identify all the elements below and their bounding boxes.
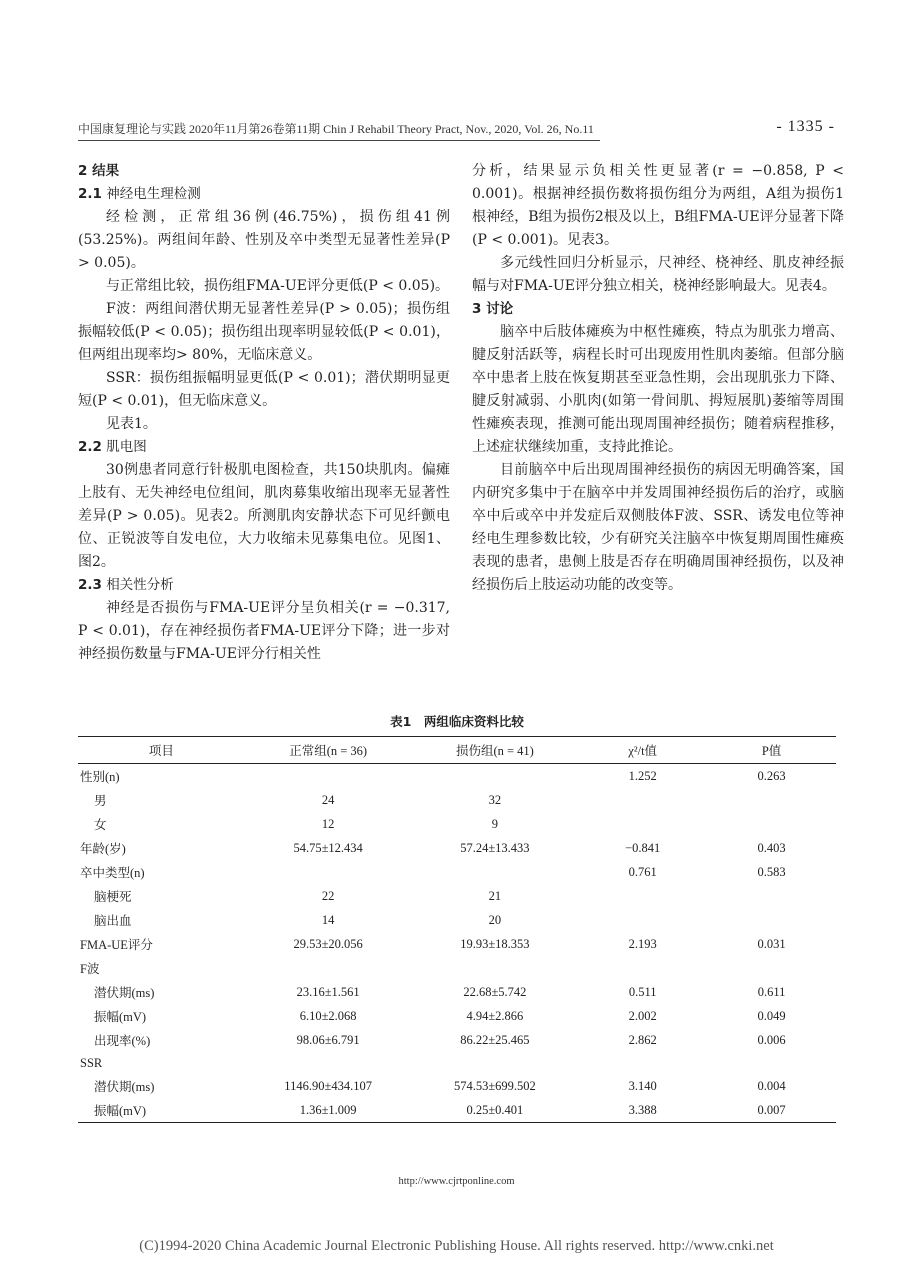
table-cell: 2.002 xyxy=(628,1008,657,1023)
table-cell xyxy=(707,908,836,932)
table-body xyxy=(78,764,836,1123)
table-cell: 21 xyxy=(488,888,502,903)
table-row xyxy=(78,884,836,908)
table-cell xyxy=(707,884,836,908)
table-cell: 0.583 xyxy=(757,864,786,879)
table-cell xyxy=(707,1052,836,1074)
table-cell: 20 xyxy=(488,912,502,927)
table-cell: 0.511 xyxy=(628,984,657,999)
table-cell: 0.007 xyxy=(707,1098,836,1123)
table-cell: −0.841 xyxy=(625,840,661,855)
table-cell xyxy=(707,788,836,812)
table-cell: 1146.90±434.107 xyxy=(284,1078,372,1093)
header-normal-group: 正常组(n = 36) xyxy=(245,737,412,764)
right-column xyxy=(472,160,844,597)
left-column xyxy=(78,160,450,666)
table-cell: 54.75±12.434 xyxy=(293,840,363,855)
table-row xyxy=(78,860,836,884)
row-label: FMA-UE评分 xyxy=(80,938,153,952)
subsection-title: 神经电生理检测 xyxy=(101,186,201,202)
table-cell xyxy=(412,860,579,884)
table-row xyxy=(78,812,836,836)
header-item: 项目 xyxy=(78,737,245,764)
table-cell: 23.16±1.561 xyxy=(296,984,360,999)
table-cell: 574.53±699.502 xyxy=(453,1078,536,1093)
row-label: SSR xyxy=(80,1055,103,1070)
header-p-value: P值 xyxy=(707,737,836,764)
table-row xyxy=(78,1028,836,1052)
table-cell xyxy=(578,908,707,932)
table-cell: 1.252 xyxy=(628,768,657,783)
body-paragraph: 目前脑卒中后出现周围神经损伤的病因无明确答案，国内研究多集中于在脑卒中并发周围神经损伤后的治疗，或脑卒中后或卒中并发症后双侧肢体F波、SSR、诱发电位等神经电生理参数比较，少有研究关注脑卒中恢复期周围性瘫痪表现的患者，患侧上肢是否存在明确周围神经损伤，以及神经损伤后上肢运动功能的改变等。 xyxy=(472,462,844,593)
row-label: 性别(n) xyxy=(80,770,120,784)
subsection-title: 相关性分析 xyxy=(101,577,174,593)
subsection-number: 2.1 xyxy=(78,186,102,202)
table-cell: 0.761 xyxy=(628,864,657,879)
header-test-value-text: χ²/t值 xyxy=(628,744,658,758)
table-row xyxy=(78,764,836,789)
table-cell: 2.862 xyxy=(628,1032,657,1047)
copyright-notice: (C)1994-2020 China Academic Journal Electronic Publishing House. All rights reserved. http://www.cnki.net xyxy=(139,1238,774,1254)
row-label: 潜伏期(ms) xyxy=(94,986,155,1000)
table-cell: 1.36±1.009 xyxy=(245,1098,412,1123)
table-cell: 3.140 xyxy=(628,1078,657,1093)
subsection-heading xyxy=(78,183,450,206)
table-cell: 24 xyxy=(321,792,335,807)
row-label: 潜伏期(ms) xyxy=(94,1080,155,1094)
header-injury-group: 损伤组(n = 41) xyxy=(412,737,579,764)
table-cell xyxy=(245,1052,412,1074)
body-paragraph: 30例患者同意行针极肌电图检查，共150块肌肉。偏瘫上肢有、无失神经电位组间，肌肉募集收缩出现率无显著性差异(P > 0.05)。见表2。所测肌肉安静状态下可见纤颤电位、正锐波等自发电位，大力收缩未见募集电位。见图1、图2。 xyxy=(78,462,450,570)
table-row xyxy=(78,1074,836,1098)
running-header: 中国康复理论与实践 2020年11月第26卷第11期 Chin J Rehabil Theory Pract, Nov., 2020, Vol. 26, No.11 xyxy=(78,122,594,136)
body-paragraph: 与正常组比较，损伤组FMA-UE评分更低(P < 0.05)。 xyxy=(106,278,450,294)
table-cell: 0.611 xyxy=(757,984,786,999)
table-cell xyxy=(578,884,707,908)
body-paragraph: 神经是否损伤与FMA-UE评分呈负相关(r = −0.317, P < 0.01)，存在神经损伤者FMA-UE评分下降；进一步对神经损伤数量与FMA-UE评分行相关性 xyxy=(78,600,450,662)
table-cell: 0.25±0.401 xyxy=(412,1098,579,1123)
table-cell xyxy=(578,1052,707,1074)
table-row xyxy=(78,1052,836,1074)
table-cell: 86.22±25.465 xyxy=(460,1032,530,1047)
table-row xyxy=(78,788,836,812)
table-cell xyxy=(412,956,579,980)
table-cell: 3.388 xyxy=(578,1098,707,1123)
section-heading: 2 结果 xyxy=(78,163,120,179)
table-cell: 0.403 xyxy=(757,840,786,855)
footer-url: http://www.cjrtponline.com xyxy=(398,1176,515,1187)
table-cell xyxy=(412,1052,579,1074)
table-row xyxy=(78,980,836,1004)
header-rule xyxy=(78,140,600,141)
row-label: F波 xyxy=(80,962,100,976)
table-caption: 表1 两组临床资料比较 xyxy=(390,714,524,729)
table-cell xyxy=(578,956,707,980)
table-cell: 98.06±6.791 xyxy=(296,1032,360,1047)
table-cell: 0.263 xyxy=(757,768,786,783)
table-1 xyxy=(78,712,836,1123)
row-label: 卒中类型(n) xyxy=(80,866,145,880)
row-label: 脑梗死 xyxy=(94,890,132,904)
table-cell: 32 xyxy=(488,792,502,807)
table-cell: 9 xyxy=(491,816,498,831)
table-cell: 0.006 xyxy=(757,1032,786,1047)
table-cell xyxy=(245,860,412,884)
subsection-number: 2.3 xyxy=(78,577,102,593)
table-cell: 2.193 xyxy=(628,936,657,951)
body-paragraph: F波：两组间潜伏期无显著性差异(P > 0.05)；损伤组振幅较低(P < 0.05)；损伤组出现率明显较低(P < 0.01)，但两组出现率均> 80%，无临床意义。 xyxy=(78,301,450,363)
table-cell: 19.93±18.353 xyxy=(460,936,530,951)
subsection-number: 2.2 xyxy=(78,439,102,455)
table-cell xyxy=(707,956,836,980)
header-test-value xyxy=(578,737,707,764)
body-paragraph: 脑卒中后肢体瘫痪为中枢性瘫痪，特点为肌张力增高、腱反射活跃等，病程长时可出现废用性肌肉萎缩。但部分脑卒中患者上肢在恢复期甚至亚急性期，会出现肌张力下降、腱反射减弱、小肌肉(如第一骨间肌、拇短展肌)萎缩等周围性瘫痪表现，推测可能出现周围神经损伤；随着病程推移，上述症状继续加重，支持此推论。 xyxy=(472,324,844,455)
table-cell: 29.53±20.056 xyxy=(293,936,363,951)
table-row xyxy=(78,1004,836,1028)
row-label: 振幅(mV) xyxy=(78,1098,245,1123)
row-label: 振幅(mV) xyxy=(94,1010,147,1024)
body-paragraph: 分析，结果显示负相关性更显著(r = −0.858, P < 0.001)。根据神经损伤数将损伤组分为两组，A组为损伤1根神经，B组为损伤2根及以上，B组FMA-UE评分显著下降(P < 0.001)。见表3。 xyxy=(472,163,844,248)
body-paragraph: 经检测，正常组36例(46.75%)，损伤组41例(53.25%)。两组间年龄、性别及卒中类型无显著性差异(P > 0.05)。 xyxy=(78,209,450,271)
row-label: 男 xyxy=(94,794,107,808)
table-cell: 57.24±13.433 xyxy=(460,840,530,855)
body-paragraph: 见表1。 xyxy=(106,416,157,432)
table-row xyxy=(78,932,836,956)
table-cell: 0.049 xyxy=(757,1008,786,1023)
table-row xyxy=(78,908,836,932)
table-cell: 22.68±5.742 xyxy=(463,984,527,999)
table-cell xyxy=(245,956,412,980)
table-cell: 6.10±2.068 xyxy=(299,1008,357,1023)
row-label: 女 xyxy=(94,818,107,832)
table-cell: 0.031 xyxy=(757,936,786,951)
table-cell xyxy=(578,812,707,836)
subsection-heading xyxy=(78,436,450,459)
body-paragraph: SSR：损伤组振幅明显更低(P < 0.01)；潜伏期明显更短(P < 0.01)，但无临床意义。 xyxy=(78,370,450,409)
table-cell xyxy=(412,764,579,789)
section-heading: 3 讨论 xyxy=(472,301,514,317)
table-cell: 14 xyxy=(321,912,335,927)
table-cell: 0.004 xyxy=(757,1078,786,1093)
body-paragraph: 多元线性回归分析显示，尺神经、桡神经、肌皮神经振幅与对FMA-UE评分独立相关，桡神经影响最大。见表4。 xyxy=(472,255,844,294)
table-cell xyxy=(245,764,412,789)
subsection-title: 肌电图 xyxy=(101,439,147,455)
table-cell: 4.94±2.866 xyxy=(466,1008,524,1023)
row-label: 出现率(%) xyxy=(94,1034,151,1048)
clinical-data-table xyxy=(78,736,836,1123)
row-label: 脑出血 xyxy=(94,914,132,928)
table-header-row xyxy=(78,737,836,764)
table-row xyxy=(78,1098,836,1123)
table-cell: 22 xyxy=(321,888,335,903)
table-row xyxy=(78,956,836,980)
row-label: 年龄(岁) xyxy=(80,842,126,856)
subsection-heading xyxy=(78,574,450,597)
table-row xyxy=(78,836,836,860)
table-cell xyxy=(707,812,836,836)
table-cell: 12 xyxy=(321,816,335,831)
table-cell xyxy=(578,788,707,812)
page-number: - 1335 - xyxy=(776,118,835,135)
